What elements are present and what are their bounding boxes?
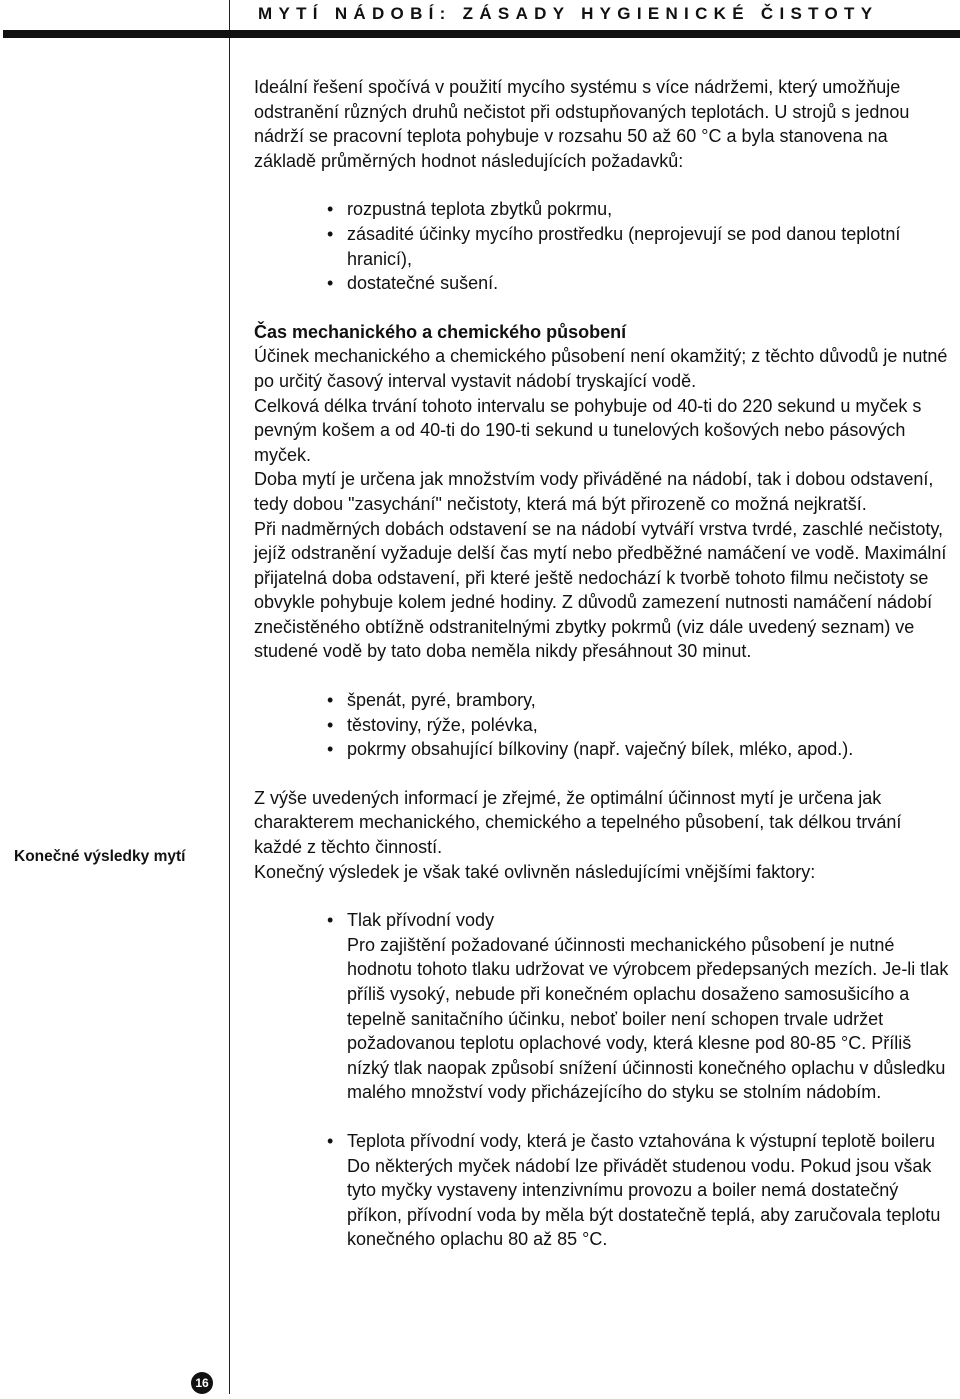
- factor-body: Do některých myček nádobí lze přivádět studenou vodu. Pokud jsou však tyto myčky vystaveny intenzivnímu provozu a boiler nemá dostatečný příkon, přívodní voda by měla být dostatečně teplá, aby zaručovala teplotu konečného oplachu 80 až 85 °C.: [347, 1155, 941, 1250]
- paragraph: Doba mytí je určena jak množstvím vody přiváděné na nádobí, tak i dobou odstavení, tedy dobou "zasychání" nečistoty, která má být přirozeně co možná nejkratší.: [254, 469, 934, 514]
- paragraph: Při nadměrných dobách odstavení se na nádobí vytváří vrstva tvrdé, zaschlé nečistoty, jejíž odstranění vyžaduje delší čas mytí nebo předběžné namáčení ve vodě. Maximální přijatelná doba odstavení, při které ještě nedochází k tvorbě tohoto filmu nečistoty se obvykle pohybuje kolem jedné hodiny. Z důvodů zamezení nutnosti namáčení nádobí znečistěného obtížně odstranitelnými zbytky pokrmů (viz dále uvedený seznam) ve studené vodě by tato doba neměla nikdy přesáhnout 30 minut.: [254, 518, 947, 662]
- factor-item: [347, 908, 954, 1105]
- page-number-badge: 16: [191, 1372, 213, 1394]
- intro-paragraph: Ideální řešení spočívá v použití mycího systému s více nádržemi, který umožňuje odstranění různých druhů nečistot při odstupňovaných teplotách. U strojů s jednou nádrží se pracovní teplota pohybuje v rozsahu 50 až 60 °C a byla stanovena na základě průměrných hodnot následujících požadavků:: [254, 77, 910, 171]
- paragraph: Celková délka trvání tohoto intervalu se pohybuje od 40-ti do 220 sekund u myček s pevným košem a od 40-ti do 190-ti sekund u tunelových košových nebo pásových myček.: [254, 395, 922, 465]
- list-item: • dostatečné sušení.: [347, 271, 954, 296]
- list-item: • zásadité účinky mycího prostředku (neprojevují se pod danou teplotní hranicí),: [347, 222, 954, 271]
- factor-title: • Teplota přívodní vody, která je často vztahována k výstupní teplotě boileru: [347, 1130, 936, 1151]
- factor-title: • Tlak přívodní vody: [347, 910, 495, 931]
- factor-item: [347, 1129, 954, 1252]
- list-item: • pokrmy obsahující bílkoviny (např. vaječný bílek, mléko, apod.).: [347, 737, 954, 762]
- sidebar-label: Konečné výsledky mytí: [14, 848, 186, 865]
- main-content: [254, 75, 954, 1252]
- paragraph: Z výše uvedených informací je zřejmé, že optimální účinnost mytí je určena jak charakterem mechanického, chemického a tepelného působení, tak délkou trvání každé z těchto činností.: [254, 787, 902, 858]
- list-item: • rozpustná teplota zbytků pokrmu,: [347, 197, 954, 222]
- paragraph: Účinek mechanického a chemického působení není okamžitý; z těchto důvodů je nutné po určitý časový interval vystavit nádobí tryskající vodě.: [254, 346, 948, 391]
- requirements-list: [254, 197, 954, 295]
- column-divider-line: [229, 38, 230, 1394]
- list-item: • špenát, pyré, brambory,: [347, 688, 954, 713]
- page-title: MYTÍ NÁDOBÍ: ZÁSADY HYGIENICKÉ ČISTOTY: [258, 4, 879, 23]
- factors-list: [254, 908, 954, 1252]
- paragraph: Konečný výsledek je však také ovlivněn následujícími vnějšími faktory:: [254, 861, 816, 882]
- list-item: • těstoviny, rýže, polévka,: [347, 713, 954, 738]
- factor-body: Pro zajištění požadované účinnosti mechanického působení je nutné hodnotu tohoto tlaku udržovat ve výrobcem předepsaných mezích. Je-li tlak příliš vysoký, nebude při konečném oplachu dosaženo samosušicího a tepelně sanitačního účinku, neboť boiler není schopen trvale udržet požadovanou teplotu oplachové vody, která klesne pod 80-85 °C. Příliš nízký tlak naopak způsobí snížení účinnosti konečného oplachu v důsledku malého množství vody přicházejícího do styku se stolním nádobím.: [347, 934, 949, 1103]
- section-heading: Čas mechanického a chemického působení: [254, 321, 627, 342]
- foods-list: [254, 688, 954, 762]
- header-bar: [3, 30, 960, 38]
